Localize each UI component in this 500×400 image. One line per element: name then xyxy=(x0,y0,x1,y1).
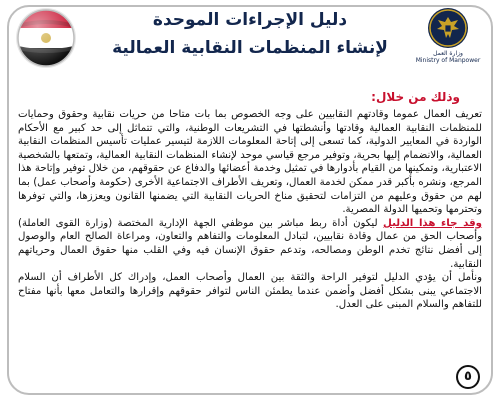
ministry-name-en: Ministry of Manpower xyxy=(415,57,481,64)
paragraph-intro: تعريف العمال عموما وقادتهم النقابيين على وجه الخصوص بما بات متاحا من حريات نقابية وحقوق وحمايات للمنظمات النقابية العمالية وقادتها وأنشطتها في التشريعات الوطنية، والتي تتماثل إلى حد كبير مع الأحكام الواردة في المعايير الدولية، كما تسعى إلى إتاحة المعلومات اللازمة لتيسير عمليات تأسيس المنظمات النقابية العمالية، والانضمام إليها بحرية، وتوفير مرجع قياسي موحد لإنشاء المنظمات النقابية العمالية، وتمتعها بالشخصية الاعتبارية، وتمكينها من القيام بأدوارها في تمثيل وخدمة أعضائها والدفاع عن حقوقهم، من خلال توفير وإتاحة هذا المرجع، ونشره بأكبر قدر ممكن لخدمة العمال، وتعريف الأطراف الاجتماعية الأخرى (حكومة وأصحاب عمل) بما لهم من حقوق وعليهم من التزامات لتحقيق مناخ الحريات النقابية التي يضمنها القانون ويعززها، والتي توفرها وتحترمها وتحميها الدولة المصرية. xyxy=(18,109,482,216)
body-text xyxy=(18,108,482,312)
ministry-caption xyxy=(414,50,482,64)
paragraph-closing: ونأمل أن يؤدي الدليل لتوفير الراحة والثقة بين العمال وأصحاب العمل، وإدراك كل الأطراف أن السلام الاجتماعي يبنى بشكل أفضل وأضمن عندما يطمئن الناس لتوافر حقوقهم وإقرارها والتعامل معها بأنها مفتاح للتفاهم والسلام المبنى على العدل. xyxy=(18,272,482,311)
paragraph-guide xyxy=(18,217,482,271)
guide-highlight: وقد جاء هذا الدليل xyxy=(382,217,483,229)
document-subtitle: لإنشاء المنظمات النقابية العمالية xyxy=(112,38,388,58)
ministry-logo xyxy=(414,8,482,70)
eagle-emblem-icon xyxy=(428,8,468,48)
egypt-flag-icon xyxy=(14,6,78,70)
document-title: دليل الإجراءات الموحدة xyxy=(152,10,348,30)
page-header xyxy=(0,0,500,78)
section-heading: وذلك من خلال: xyxy=(371,90,460,104)
ministry-name-ar: وزارة العمل xyxy=(433,50,463,57)
guide-text: ليكون أداة ربط مباشر بين موظفي الجهة الإدارية المختصة (وزارة القوى العاملة) وأصحاب الحق من عمال وقادة نقابيين، لتبادل المعلومات والتفاهم والتعاون، ومراعاة الصالح العام والوصول إلى أفضل نتائج تخدم الوطن ومصالحه، وتدعم حقوق الإنسان فيه وفي القلب منها حقوق العمال وحرياتهم النقابية. xyxy=(18,217,482,270)
page-number: ٥ xyxy=(456,365,480,389)
